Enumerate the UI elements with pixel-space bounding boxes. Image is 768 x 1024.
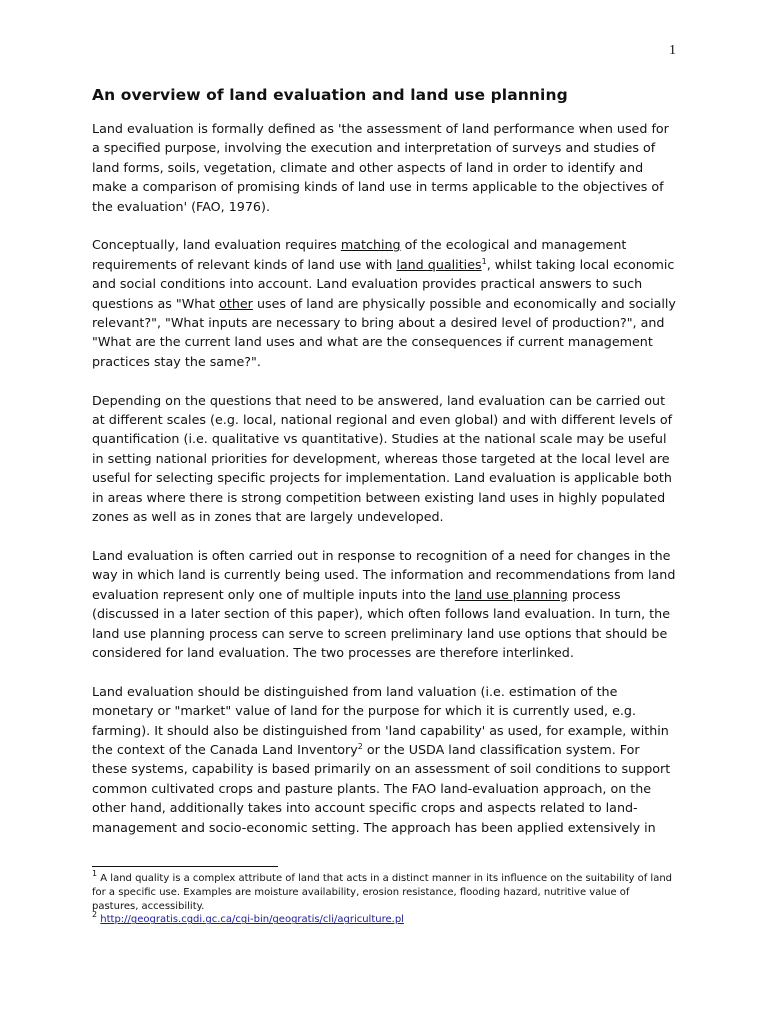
footnote-ref-2[interactable]: 2 [357,741,363,751]
paragraph-scales: Depending on the questions that need to be answered, land evaluation can be carried out at different scales (e.g. local, national regional and even global) and with different levels of quantification (i.e. qualitative vs quantitative). Studies at the national scale may be useful in setting national priorities for development, whereas those targeted at the local level are useful for selecting specific projects for implementation. Land evaluation is applicable both in areas where there is strong competition between existing land uses in highly populated zones as well as in zones that are largely undeveloped. [92,392,673,525]
footnotes [92,869,678,927]
paragraph-definition: Land evaluation is formally defined as 'the assessment of land performance when used for a specified purpose, involving the execution and interpretation of surveys and studies of land forms, soils, vegetation, climate and other aspects of land in order to identify and make a comparison of promising kinds of land use in terms applicable to the objectives of the evaluation' (FAO, 1976). [92,121,669,214]
footnote-separator [92,866,278,867]
text-run: Land evaluation should be distinguished from land valuation (i.e. estimation of the monetary or "market" value of land for the purpose for which it is currently used, e.g. farming). It should also be distinguished from 'land capability' as used, for example, within the context of the Canada Land Inventory [92,683,669,757]
footnote-ref-1[interactable]: 1 [481,256,487,266]
text-run: , whilst taking local economic and social conditions into account. Land evaluation provides practical answers to such questions as "What [92,256,675,311]
underlined-term-other: other [219,295,253,311]
page-number: 1 [669,43,676,58]
footnote-mark-2: 2 [92,910,98,920]
paragraph-planning [92,546,678,662]
underlined-term-land-use-planning: land use planning [454,586,568,602]
text-run: Land evaluation is often carried out in response to recognition of a need for changes in the way in which land is currently being used. The information and recommendations from land evaluation represent only one of multiple inputs into the [92,547,676,602]
paragraph-distinction [92,682,678,837]
underlined-term-land-qualities: land qualities [396,256,482,272]
text-run: or the USDA land classification system. For these systems, capability is based primarily on an assessment of soil conditions to support common cultivated crops and pasture plants. The FAO land-evaluation approach, on the other hand, additionally takes into account specific crops and aspects related to land-management and socio-economic setting. The approach has been applied extensively in [92,741,671,835]
footnote-link[interactable]: http://geogratis.cgdi.gc.ca/cgi-bin/geogratis/cli/agriculture.pl [100,914,404,926]
text-run: process (discussed in a later section of this paper), which often follows land evaluation. In turn, the land use planning process can serve to screen preliminary land use options that should be considered for land evaluation. The two processes are therefore interlinked. [92,586,670,660]
paragraph-concept [92,235,678,371]
footnote-mark-1: 1 [92,869,98,878]
text-run: Conceptually, land evaluation requires [92,237,341,253]
underlined-term-matching: matching [340,237,401,253]
document-body [92,86,678,856]
text-run: uses of land are physically possible and economically and socially relevant?", "What inputs are necessary to bring about a desired level of production?", and "What are the current land uses and what are the consequences if current management practices stay the same?". [92,295,676,369]
footnote-text: A land quality is a complex attribute of land that acts in a distinct manner in its influence on the suitability of land for a specific use. Examples are moisture availability, erosion resistance, flooding hazard, nutritive value of pastures, accessibility. [92,873,673,912]
document-title: An overview of land evaluation and land use planning [92,86,568,104]
footnote-1 [92,869,678,913]
footnote-2 [92,910,678,927]
text-run: of the ecological and management requirements of relevant kinds of land use with [92,237,627,272]
